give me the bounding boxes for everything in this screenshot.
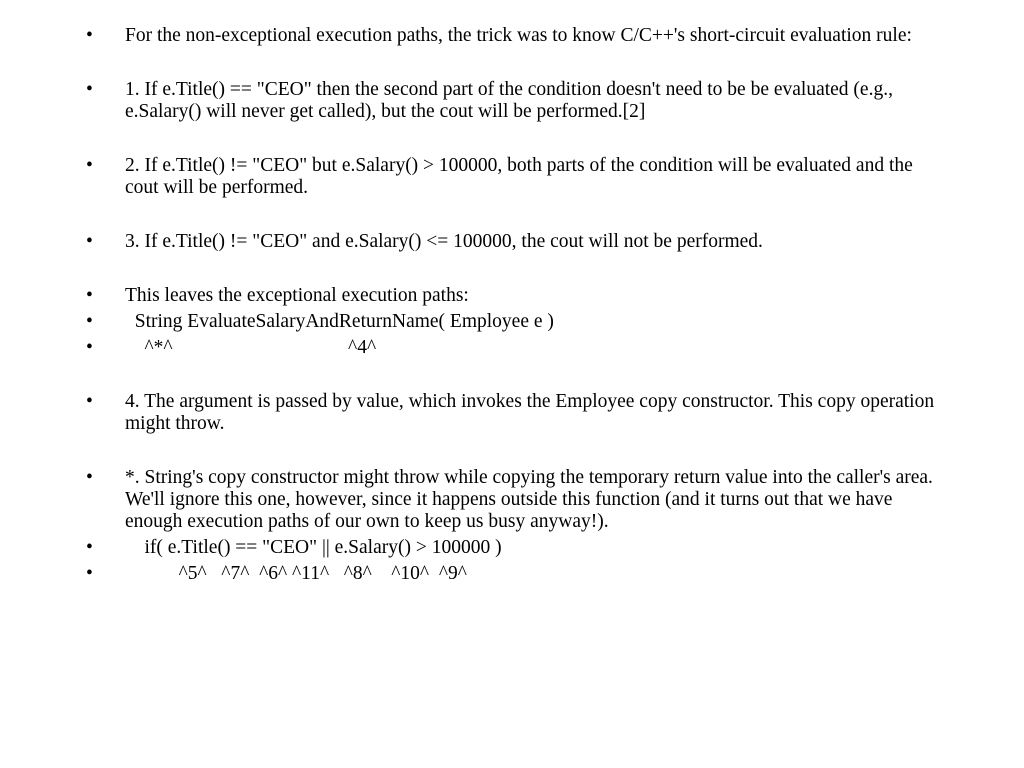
list-item-text: This leaves the exceptional execution paths: [125, 285, 469, 306]
list-item-text: 1. If e.Title() == "CEO" then the second part of the condition doesn't need to be be evaluated (e.g., e.Salary() will never get called), but the cout will be performed.[2] [125, 79, 898, 122]
list-item [86, 25, 946, 47]
list-item-text: *. String's copy constructor might throw while copying the temporary return value into the caller's area. We'll ignore this one, however, since it happens outside this function (and it turns out that we have enough execution paths of our own to keep us busy anyway!). [125, 467, 938, 532]
list-item [86, 311, 946, 333]
code-marker-line: ^*^ ^4^ [125, 337, 377, 358]
list-item [86, 337, 946, 359]
list-item [86, 467, 946, 533]
bullet-icon: • [86, 563, 93, 584]
list-item-text: 4. The argument is passed by value, which invokes the Employee copy constructor. This copy operation might throw. [125, 391, 939, 434]
list-item [86, 537, 946, 559]
list-item [86, 391, 946, 435]
list-item [86, 79, 946, 123]
list-item-text: For the non-exceptional execution paths, the trick was to know C/C++'s short-circuit evaluation rule: [125, 25, 912, 46]
bullet-icon: • [86, 231, 93, 252]
list-item [86, 231, 946, 253]
code-line: if( e.Title() == "CEO" || e.Salary() > 100000 ) [125, 537, 502, 558]
bullet-icon: • [86, 537, 93, 558]
bullet-icon: • [86, 311, 93, 332]
bullet-icon: • [86, 467, 93, 488]
code-line: String EvaluateSalaryAndReturnName( Employee e ) [125, 311, 554, 332]
bullet-icon: • [86, 155, 93, 176]
bullet-icon: • [86, 285, 93, 306]
list-item [86, 563, 946, 585]
bullet-icon: • [86, 391, 93, 412]
bullet-icon: • [86, 79, 93, 100]
list-item [86, 155, 946, 199]
list-item-text: 2. If e.Title() != "CEO" but e.Salary() > 100000, both parts of the condition will be evaluated and the cout will be performed. [125, 155, 918, 198]
list-item-text: 3. If e.Title() != "CEO" and e.Salary() <= 100000, the cout will not be performed. [125, 231, 763, 252]
bullet-list [86, 25, 946, 585]
code-marker-line: ^5^ ^7^ ^6^ ^11^ ^8^ ^10^ ^9^ [125, 563, 467, 584]
list-item [86, 285, 946, 307]
bullet-icon: • [86, 337, 93, 358]
bullet-icon: • [86, 25, 93, 46]
